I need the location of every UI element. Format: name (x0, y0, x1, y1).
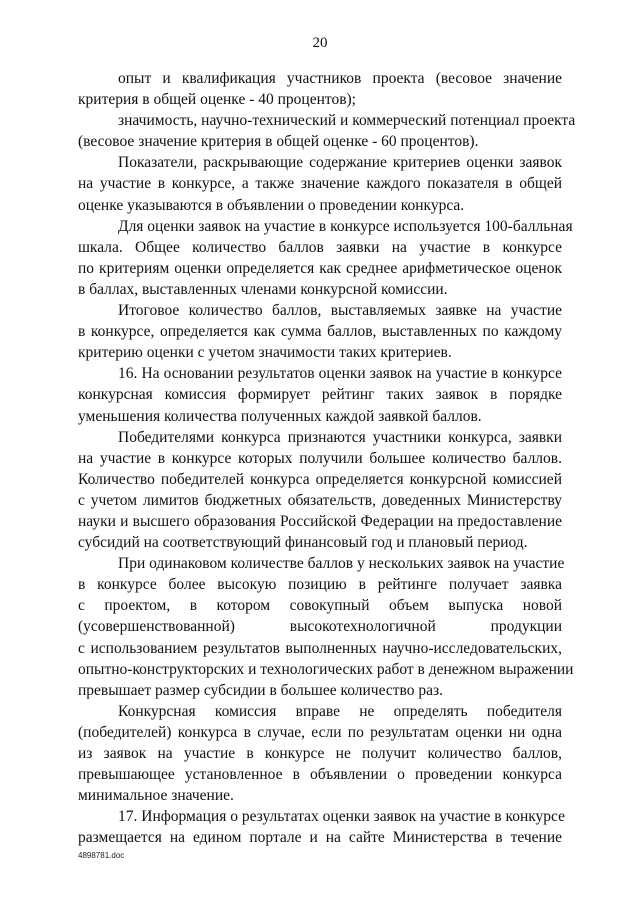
text-line: Конкурсная комиссия вправе не определять победителя (118, 702, 562, 720)
text-line: науки и высшего образования Российской Федерации на предоставление (78, 512, 562, 530)
text-line: Показатели, раскрывающие содержание критериев оценки заявок (118, 154, 562, 172)
document-file-code: 4898781.doc (78, 851, 125, 860)
text-line: по критериям оценки определяется как среднее арифметическое оценок (78, 259, 562, 277)
text-line: минимальное значение. (78, 787, 234, 805)
text-line: Для оценки заявок на участие в конкурсе используется 100-балльная (118, 217, 573, 235)
text-line: превышает размер субсидии в большее количество раз. (78, 681, 443, 699)
text-line: шкала. Общее количество баллов заявки на участие в конкурсе (78, 238, 562, 256)
text-line: Итоговое количество баллов, выставляемых заявке на участие (118, 302, 562, 320)
text-line: (усовершенствованной) высокотехнологичной продукции (78, 618, 562, 636)
text-line: в баллах, выставленных членами конкурсной комиссии. (78, 280, 448, 298)
text-line: из заявок на участие в конкурсе не получит количество баллов, (78, 745, 562, 762)
text-line: с использованием результатов выполненных научно-исследовательских, (78, 639, 562, 657)
text-line: оценке указываются в объявлении о проведении конкурса. (78, 196, 465, 214)
text-line: опытно-конструкторских и технологических работ в денежном выражении (78, 660, 574, 678)
text-line: конкурсная комиссия формирует рейтинг таких заявок в порядке (78, 386, 562, 404)
text-line: Количество победителей конкурса определяется конкурсной комиссией (78, 470, 562, 488)
text-line: опыт и квалификация участников проекта (весовое значение (118, 70, 562, 87)
text-line: (победителей) конкурса в случае, если по результатам оценки ни одна (78, 723, 562, 741)
text-line: значимость, научно-технический и коммерческий потенциал проекта (118, 112, 576, 130)
text-line: критерию оценки с учетом значимости таких критериев. (78, 344, 452, 362)
text-line: критерия в общей оценке - 40 процентов); (78, 91, 356, 109)
text-line: на участие в конкурсе, а также значение каждого показателя в общей (78, 175, 562, 193)
text-line: Победителями конкурса признаются участники конкурса, заявки (118, 428, 562, 446)
text-line: в конкурсе более высокую позицию в рейтинге получает заявка (78, 576, 562, 594)
text-line: в конкурсе, определяется как сумма баллов, выставленных по каждому (78, 323, 562, 341)
text-line: превышающее установленное в объявлении о проведении конкурса (78, 766, 562, 784)
text-line: с проектом, в котором совокупный объем выпуска новой (78, 597, 562, 615)
text-line: с учетом лимитов бюджетных обязательств, доведенных Министерству (78, 491, 562, 509)
text-line: 17. Информация о результатах оценки заявок на участие в конкурсе (118, 808, 565, 826)
page-number: 20 (312, 35, 328, 51)
text-line: размещается на едином портале и на сайте Министерства в течение (78, 829, 562, 847)
text-line: уменьшения количества полученных каждой заявкой баллов. (78, 407, 482, 425)
text-line: на участие в конкурсе которых получили большее количество баллов. (78, 449, 562, 467)
text-line: (весовое значение критерия в общей оценке - 60 процентов). (78, 133, 479, 151)
text-line: При одинаковом количестве баллов у нескольких заявок на участие (118, 555, 565, 573)
text-line: субсидий на соответствующий финансовый год и плановый период. (78, 534, 528, 552)
text-line: 16. На основании результатов оценки заявок на участие в конкурсе (118, 365, 562, 383)
document-body (78, 68, 576, 848)
